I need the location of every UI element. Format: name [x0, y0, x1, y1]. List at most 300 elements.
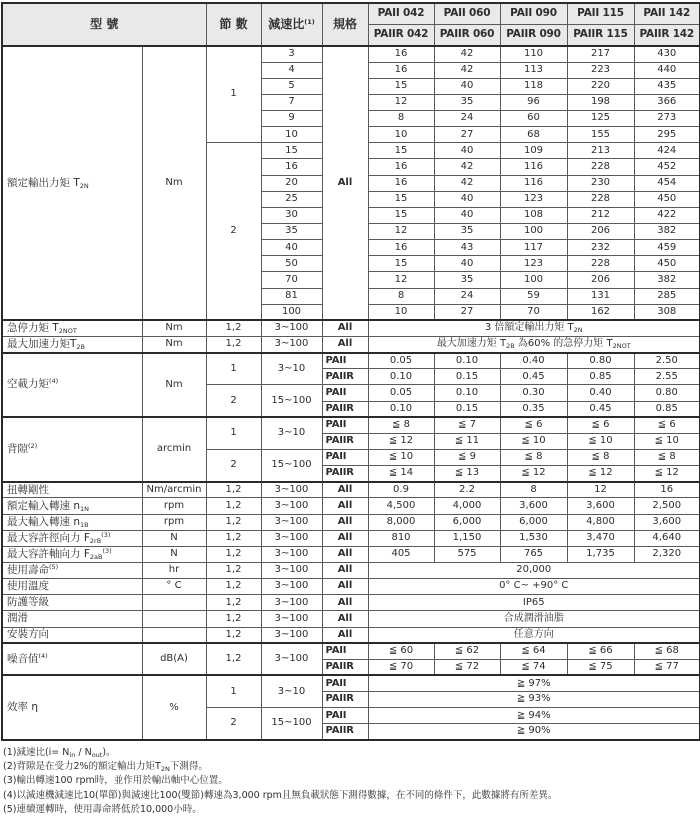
value-cell: 16	[368, 175, 434, 191]
value-cell: ≦ 74	[500, 659, 567, 675]
row-label-backlash: 背隙$^{(2)}$	[2, 417, 142, 482]
stage-cell: 1,2	[206, 530, 261, 546]
value-cell: 3,600	[634, 514, 700, 530]
unit-cell	[142, 611, 206, 627]
value-cell: 12	[368, 224, 434, 240]
table-row-torsional-rigidity	[2, 482, 700, 498]
value-cell: 42	[434, 159, 500, 175]
table-row-rated-output-torque	[2, 46, 700, 62]
ratio-cell: 30	[261, 207, 322, 223]
value-cell: 118	[500, 78, 567, 94]
value-cell: 220	[567, 78, 634, 94]
unit-cell: Nm	[142, 337, 206, 353]
value-cell: 0.80	[634, 385, 700, 401]
value-cell: 450	[634, 191, 700, 207]
spec-cell: All	[322, 546, 368, 562]
ratio-cell: 9	[261, 111, 322, 127]
value-cell: ≦ 11	[434, 433, 500, 449]
row-label-max-input-speed: 最大輸入轉速 $n_{1B}$	[2, 514, 142, 530]
row-label-emergency-stop-torque: 急停力矩 $T_{2NOT}$	[2, 320, 142, 336]
unit-cell: rpm	[142, 514, 206, 530]
value-cell: 108	[500, 207, 567, 223]
value-cell: 0.10	[368, 401, 434, 417]
spec-cell: PAIIR	[322, 692, 368, 708]
column-header-paiir-115: PAIIR 115	[567, 25, 634, 47]
row-label-rated-input-speed: 額定輸入轉速 $n_{1N}$	[2, 498, 142, 514]
value-cell: 6,000	[500, 514, 567, 530]
value-cell: 0.05	[368, 353, 434, 369]
table-header	[2, 3, 700, 46]
merged-value-cell: 合成潤滑油脂	[368, 611, 700, 627]
merged-value-cell: 任意方向	[368, 627, 700, 643]
value-cell: ≦ 64	[500, 643, 567, 659]
stage-cell: 1,2	[206, 482, 261, 498]
value-cell: ≦ 62	[434, 643, 500, 659]
stage-cell: 1,2	[206, 611, 261, 627]
ratio-cell: 15~100	[261, 385, 322, 417]
value-cell: 12	[368, 94, 434, 110]
row-label-torsional-rigidity: 扭轉剛性	[2, 482, 142, 498]
unit-cell: %	[142, 675, 206, 740]
value-cell: ≦ 60	[368, 643, 434, 659]
row-label-max-acceleration-torque: 最大加速力矩$T_{2B}$	[2, 337, 142, 353]
value-cell: 35	[434, 272, 500, 288]
value-cell: 0.05	[368, 385, 434, 401]
stage-cell: 1,2	[206, 627, 261, 643]
ratio-cell: 3~100	[261, 514, 322, 530]
value-cell: ≦ 12	[500, 466, 567, 482]
spec-cell: All	[322, 563, 368, 579]
value-cell: ≦ 14	[368, 466, 434, 482]
spec-cell: All	[322, 514, 368, 530]
value-cell: 6,000	[434, 514, 500, 530]
stage-cell: 1,2	[206, 595, 261, 611]
column-header-ratio: 減速比$^{(1)}$	[261, 3, 322, 46]
table-row-rated-input-speed	[2, 498, 700, 514]
value-cell: 452	[634, 159, 700, 175]
value-cell: ≦ 6	[567, 417, 634, 433]
spec-cell: PAIIR	[322, 659, 368, 675]
value-cell: 131	[567, 288, 634, 304]
footnote-4: (4)以減速機減速比10(單節)與減速比100(雙節)轉速為3,000 rpm且無負載狀態下測得數據，在不同的條件下，此數據將有所差異。	[3, 789, 558, 801]
value-cell: 117	[500, 240, 567, 256]
value-cell: 382	[634, 224, 700, 240]
table-row-max-axial-force	[2, 546, 700, 562]
value-cell: ≦ 8	[368, 417, 434, 433]
column-header-stages: 節 數	[206, 3, 261, 46]
spec-cell: All	[322, 595, 368, 611]
spec-cell: PAII	[322, 353, 368, 369]
table-row-emergency-stop-torque	[2, 320, 700, 336]
ratio-cell: 20	[261, 175, 322, 191]
column-header-paiir-060: PAIIR 060	[434, 25, 500, 47]
value-cell: 1,150	[434, 530, 500, 546]
row-label-protection-class: 防護等級	[2, 595, 142, 611]
ratio-cell: 35	[261, 224, 322, 240]
column-header-paiir-042: PAIIR 042	[368, 25, 434, 47]
row-label-operating-temperature: 使用溫度	[2, 579, 142, 595]
table-row-mounting-direction	[2, 627, 700, 643]
stage-cell: 1	[206, 353, 261, 385]
ratio-cell: 3~100	[261, 337, 322, 353]
value-cell: 2.2	[434, 482, 500, 498]
table-row-max-radial-force	[2, 530, 700, 546]
unit-cell: N	[142, 530, 206, 546]
value-cell: 15	[368, 78, 434, 94]
value-cell: 125	[567, 111, 634, 127]
value-cell: 3,600	[567, 498, 634, 514]
table-row-max-acceleration-torque	[2, 337, 700, 353]
value-cell: 16	[368, 62, 434, 78]
footnote-2: (2)背隙是在受力2%的額定輸出力矩$T_{2N}$下測得。	[3, 761, 208, 774]
spec-cell: PAII	[322, 450, 368, 466]
value-cell: ≦ 68	[634, 643, 700, 659]
specification-table	[1, 2, 700, 741]
value-cell: 295	[634, 127, 700, 143]
stage-cell: 1,2	[206, 514, 261, 530]
ratio-cell: 3~10	[261, 675, 322, 707]
merged-value-cell: 最大加速力矩 $T_{2B}$ 為60% 的急停力矩 $T_{2NOT}$	[368, 337, 700, 353]
value-cell: 4,500	[368, 498, 434, 514]
value-cell: 4,000	[434, 498, 500, 514]
value-cell: 59	[500, 288, 567, 304]
value-cell: 0.85	[634, 401, 700, 417]
value-cell: 0.10	[434, 385, 500, 401]
value-cell: 40	[434, 143, 500, 159]
value-cell: 1,735	[567, 546, 634, 562]
value-cell: 16	[368, 46, 434, 62]
value-cell: 12	[567, 482, 634, 498]
merged-value-cell: ≧ 94%	[368, 708, 700, 724]
value-cell: 15	[368, 143, 434, 159]
ratio-cell: 3~100	[261, 627, 322, 643]
value-cell: 0.35	[500, 401, 567, 417]
value-cell: ≦ 8	[500, 450, 567, 466]
value-cell: ≦ 13	[434, 466, 500, 482]
value-cell: 2,320	[634, 546, 700, 562]
value-cell: 40	[434, 191, 500, 207]
value-cell: 3,600	[500, 498, 567, 514]
spec-cell: All	[322, 320, 368, 336]
spec-cell: PAII	[322, 643, 368, 659]
table-row-no-load-torque	[2, 353, 700, 369]
unit-cell: N	[142, 546, 206, 562]
ratio-cell: 3	[261, 46, 322, 62]
value-cell: 109	[500, 143, 567, 159]
spec-cell: All	[322, 498, 368, 514]
ratio-cell: 15~100	[261, 450, 322, 482]
ratio-cell: 15	[261, 143, 322, 159]
column-header-spec: 規格	[322, 3, 368, 46]
value-cell: 273	[634, 111, 700, 127]
value-cell: 155	[567, 127, 634, 143]
value-cell: ≦ 12	[634, 466, 700, 482]
value-cell: 382	[634, 272, 700, 288]
value-cell: 100	[500, 224, 567, 240]
value-cell: 162	[567, 304, 634, 320]
value-cell: ≦ 12	[567, 466, 634, 482]
unit-cell: Nm	[142, 46, 206, 320]
ratio-cell: 7	[261, 94, 322, 110]
value-cell: 405	[368, 546, 434, 562]
value-cell: ≦ 8	[634, 450, 700, 466]
row-label-mounting-direction: 安裝方向	[2, 627, 142, 643]
spec-cell: PAIIR	[322, 466, 368, 482]
ratio-cell: 3~100	[261, 498, 322, 514]
stage-cell: 1,2	[206, 498, 261, 514]
row-label-rated-output-torque: 額定輸出力矩 $T_{2N}$	[2, 46, 142, 320]
ratio-cell: 15~100	[261, 708, 322, 740]
stage-cell: 1,2	[206, 546, 261, 562]
value-cell: 116	[500, 175, 567, 191]
spec-cell: PAIIR	[322, 369, 368, 385]
spec-cell: PAIIR	[322, 433, 368, 449]
table-row-operating-temperature	[2, 579, 700, 595]
footnotes	[1, 746, 699, 817]
ratio-cell: 3~100	[261, 563, 322, 579]
spec-cell: All	[322, 337, 368, 353]
unit-cell: arcmin	[142, 417, 206, 482]
row-label-no-load-torque: 空載力矩$^{(4)}$	[2, 353, 142, 418]
stage-cell: 1,2	[206, 579, 261, 595]
ratio-cell: 16	[261, 159, 322, 175]
unit-cell: Nm	[142, 353, 206, 418]
row-label-max-radial-force: 最大容許徑向力 $F_{2rB}^{(3)}$	[2, 530, 142, 546]
value-cell: 43	[434, 240, 500, 256]
value-cell: 42	[434, 175, 500, 191]
row-label-max-axial-force: 最大容許軸向力 $F_{2aB}^{(3)}$	[2, 546, 142, 562]
value-cell: 8	[500, 482, 567, 498]
merged-value-cell: ≧ 97%	[368, 675, 700, 691]
ratio-cell: 70	[261, 272, 322, 288]
value-cell: 15	[368, 207, 434, 223]
table-row-backlash	[2, 417, 700, 433]
value-cell: ≦ 9	[434, 450, 500, 466]
ratio-cell: 3~100	[261, 320, 322, 336]
value-cell: 459	[634, 240, 700, 256]
value-cell: 70	[500, 304, 567, 320]
unit-cell	[142, 627, 206, 643]
column-header-paii-090: PAII 090	[500, 3, 567, 25]
spec-cell: PAII	[322, 675, 368, 691]
value-cell: 0.40	[500, 353, 567, 369]
table-row-noise-level	[2, 643, 700, 659]
column-header-paii-115: PAII 115	[567, 3, 634, 25]
stage-cell: 2	[206, 450, 261, 482]
unit-cell: Nm/arcmin	[142, 482, 206, 498]
value-cell: 810	[368, 530, 434, 546]
value-cell: 0.10	[434, 353, 500, 369]
ratio-cell: 3~100	[261, 546, 322, 562]
value-cell: 2.55	[634, 369, 700, 385]
value-cell: 422	[634, 207, 700, 223]
ratio-cell: 3~100	[261, 595, 322, 611]
value-cell: 308	[634, 304, 700, 320]
value-cell: ≦ 10	[368, 450, 434, 466]
footnote-3: (3)輸出轉速100 rpm時，並作用於輸出軸中心位置。	[3, 775, 228, 787]
value-cell: 123	[500, 256, 567, 272]
stage-cell: 1,2	[206, 643, 261, 675]
ratio-cell: 4	[261, 62, 322, 78]
ratio-cell: 40	[261, 240, 322, 256]
value-cell: 0.45	[567, 401, 634, 417]
value-cell: 8,000	[368, 514, 434, 530]
stage-cell: 2	[206, 143, 261, 321]
value-cell: 42	[434, 62, 500, 78]
value-cell: 1,530	[500, 530, 567, 546]
value-cell: 16	[368, 159, 434, 175]
value-cell: 15	[368, 191, 434, 207]
stage-cell: 2	[206, 708, 261, 740]
spec-cell: PAII	[322, 708, 368, 724]
value-cell: 8	[368, 111, 434, 127]
value-cell: ≦ 66	[567, 643, 634, 659]
value-cell: ≦ 7	[434, 417, 500, 433]
spec-cell: All	[322, 579, 368, 595]
column-header-paii-042: PAII 042	[368, 3, 434, 25]
ratio-cell: 3~10	[261, 417, 322, 449]
value-cell: 35	[434, 94, 500, 110]
value-cell: 27	[434, 304, 500, 320]
value-cell: 24	[434, 111, 500, 127]
row-label-efficiency: 效率 η	[2, 675, 142, 740]
value-cell: 213	[567, 143, 634, 159]
value-cell: ≦ 6	[634, 417, 700, 433]
value-cell: 228	[567, 159, 634, 175]
value-cell: 0.40	[567, 385, 634, 401]
value-cell: 435	[634, 78, 700, 94]
value-cell: 0.9	[368, 482, 434, 498]
row-label-service-life: 使用壽命$^{(5)}$	[2, 563, 142, 579]
value-cell: 206	[567, 224, 634, 240]
value-cell: 100	[500, 272, 567, 288]
spec-cell: PAII	[322, 385, 368, 401]
ratio-cell: 3~100	[261, 530, 322, 546]
unit-cell: dB(A)	[142, 643, 206, 675]
value-cell: 40	[434, 78, 500, 94]
value-cell: ≦ 10	[500, 433, 567, 449]
value-cell: 16	[634, 482, 700, 498]
value-cell: 16	[368, 240, 434, 256]
spec-cell: All	[322, 611, 368, 627]
merged-value-cell: 3 倍額定輸出力矩 $T_{2N}$	[368, 320, 700, 336]
unit-cell: ° C	[142, 579, 206, 595]
merged-value-cell: IP65	[368, 595, 700, 611]
table-body	[2, 46, 700, 740]
value-cell: 232	[567, 240, 634, 256]
value-cell: 0.45	[500, 369, 567, 385]
spec-cell: All	[322, 46, 368, 320]
spec-cell: PAIIR	[322, 401, 368, 417]
table-row-max-input-speed	[2, 514, 700, 530]
ratio-cell: 3~100	[261, 579, 322, 595]
ratio-cell: 10	[261, 127, 322, 143]
value-cell: 68	[500, 127, 567, 143]
unit-cell: rpm	[142, 498, 206, 514]
value-cell: 40	[434, 207, 500, 223]
value-cell: 0.80	[567, 353, 634, 369]
value-cell: 3,470	[567, 530, 634, 546]
value-cell: 0.15	[434, 369, 500, 385]
spec-cell: PAII	[322, 417, 368, 433]
table-row-service-life	[2, 563, 700, 579]
table-row-protection-class	[2, 595, 700, 611]
value-cell: ≦ 75	[567, 659, 634, 675]
column-header-paii-060: PAII 060	[434, 3, 500, 25]
value-cell: 765	[500, 546, 567, 562]
stage-cell: 1	[206, 417, 261, 449]
stage-cell: 1	[206, 675, 261, 707]
footnote-1: (1)減速比$(i= N_{in} / N_{out})$。	[3, 747, 116, 760]
value-cell: 110	[500, 46, 567, 62]
value-cell: 96	[500, 94, 567, 110]
stage-cell: 2	[206, 385, 261, 417]
value-cell: 15	[368, 256, 434, 272]
row-label-lubrication: 潤滑	[2, 611, 142, 627]
value-cell: 60	[500, 111, 567, 127]
value-cell: 206	[567, 272, 634, 288]
spec-cell: PAIIR	[322, 724, 368, 740]
unit-cell	[142, 595, 206, 611]
value-cell: 123	[500, 191, 567, 207]
value-cell: ≦ 72	[434, 659, 500, 675]
merged-value-cell: 20,000	[368, 563, 700, 579]
value-cell: 217	[567, 46, 634, 62]
value-cell: 2.50	[634, 353, 700, 369]
value-cell: 0.15	[434, 401, 500, 417]
ratio-cell: 81	[261, 288, 322, 304]
value-cell: 0.85	[567, 369, 634, 385]
column-header-paiir-090: PAIIR 090	[500, 25, 567, 47]
column-header-paii-142: PAII 142	[634, 3, 700, 25]
row-label-noise-level: 噪音值$^{(4)}$	[2, 643, 142, 675]
stage-cell: 1,2	[206, 563, 261, 579]
value-cell: 113	[500, 62, 567, 78]
value-cell: 228	[567, 191, 634, 207]
spec-cell: All	[322, 627, 368, 643]
stage-cell: 1	[206, 46, 261, 143]
value-cell: 2,500	[634, 498, 700, 514]
value-cell: 4,800	[567, 514, 634, 530]
spec-cell: All	[322, 482, 368, 498]
value-cell: 223	[567, 62, 634, 78]
merged-value-cell: ≧ 93%	[368, 692, 700, 708]
value-cell: 4,640	[634, 530, 700, 546]
footnote-5: (5)連續運轉時，使用壽命將低於10,000小時。	[3, 803, 202, 815]
value-cell: ≦ 70	[368, 659, 434, 675]
value-cell: ≦ 10	[634, 433, 700, 449]
value-cell: 42	[434, 46, 500, 62]
unit-cell: hr	[142, 563, 206, 579]
value-cell: ≦ 12	[368, 433, 434, 449]
value-cell: ≦ 6	[500, 417, 567, 433]
value-cell: 0.10	[368, 369, 434, 385]
value-cell: 285	[634, 288, 700, 304]
table-row-efficiency	[2, 675, 700, 691]
value-cell: 0.30	[500, 385, 567, 401]
value-cell: 228	[567, 256, 634, 272]
ratio-cell: 25	[261, 191, 322, 207]
ratio-cell: 100	[261, 304, 322, 320]
ratio-cell: 3~100	[261, 643, 322, 675]
value-cell: 10	[368, 304, 434, 320]
ratio-cell: 3~10	[261, 353, 322, 385]
ratio-cell: 3~100	[261, 482, 322, 498]
ratio-cell: 5	[261, 78, 322, 94]
value-cell: 450	[634, 256, 700, 272]
value-cell: ≦ 10	[567, 433, 634, 449]
column-header-model: 型 號	[2, 3, 206, 46]
